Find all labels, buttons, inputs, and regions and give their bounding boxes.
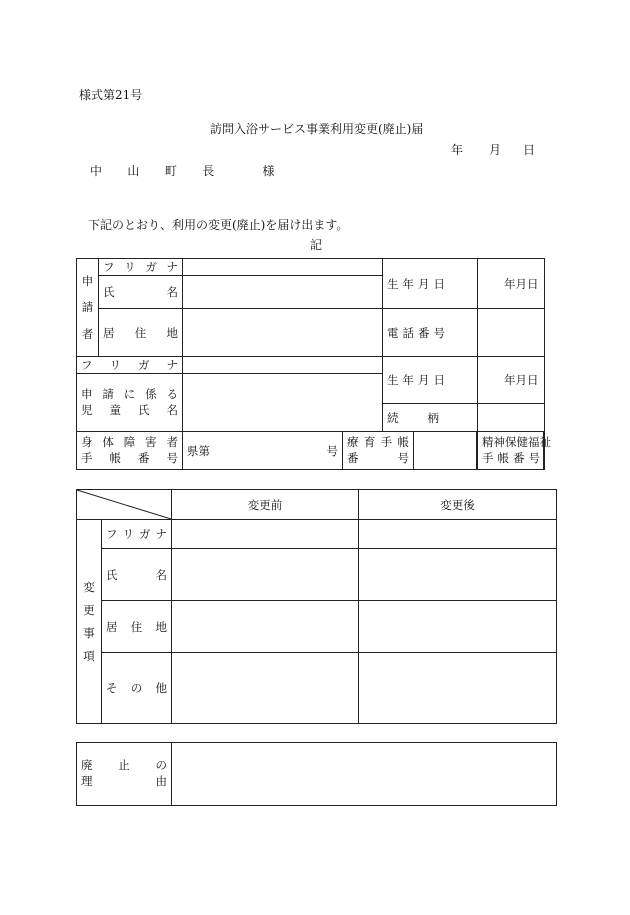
change-header-diagonal bbox=[77, 490, 172, 520]
applicant-phone-label: 電 話 番 号 bbox=[383, 309, 478, 357]
change-furigana-label: フ リ ガ ナ bbox=[102, 520, 172, 549]
addressee: 中 山 町 長 様 bbox=[90, 164, 286, 178]
abolish-table bbox=[76, 742, 557, 806]
date-year: 年 bbox=[451, 143, 464, 157]
applicant-furigana-field[interactable] bbox=[183, 259, 383, 276]
rehab-notebook-field[interactable] bbox=[414, 432, 478, 470]
physical-disability-number-field[interactable]: 県第 号 bbox=[183, 432, 343, 470]
abolish-reason-label: 廃 止 の 理 由 bbox=[77, 743, 172, 806]
child-furigana-field[interactable] bbox=[183, 357, 383, 374]
submission-date bbox=[451, 141, 535, 158]
mental-health-number-field[interactable] bbox=[477, 432, 544, 470]
change-name-before[interactable] bbox=[172, 549, 359, 601]
child-birthdate-field[interactable]: 年 月 日 bbox=[478, 357, 545, 404]
change-address-after[interactable] bbox=[359, 601, 557, 653]
applicant-group-label: 申 請 者 bbox=[77, 259, 99, 357]
ki-heading: 記 bbox=[310, 238, 323, 252]
relation-label: 続 柄 bbox=[383, 404, 478, 432]
change-other-after[interactable] bbox=[359, 653, 557, 724]
child-furigana-label: フ リ ガ ナ bbox=[77, 357, 183, 374]
applicant-birthdate-label: 生 年 月 日 bbox=[383, 259, 478, 309]
diagonal-line-icon bbox=[77, 490, 171, 519]
mental-health-label: 精 神 保 健 福 祉 手 帳 番 号 bbox=[478, 432, 545, 470]
change-items-group-label: 変 更 事 項 bbox=[77, 520, 102, 724]
physical-disability-label: 身 体 障 害 者 手 帳 番 号 bbox=[77, 432, 183, 470]
change-table bbox=[76, 489, 557, 724]
child-birthdate-label: 生 年 月 日 bbox=[383, 357, 478, 404]
change-furigana-after[interactable] bbox=[359, 520, 557, 549]
relation-field[interactable] bbox=[478, 404, 545, 432]
after-column-header: 変更後 bbox=[359, 490, 557, 520]
change-name-after[interactable] bbox=[359, 549, 557, 601]
before-column-header: 変更前 bbox=[172, 490, 359, 520]
child-name-label: 申 請 に 係 る 児 童 氏 名 bbox=[77, 374, 183, 432]
form-number: 様式第21号 bbox=[79, 88, 143, 102]
applicant-phone-field[interactable] bbox=[478, 309, 545, 357]
change-address-label: 居 住 地 bbox=[102, 601, 172, 653]
intro-text: 下記のとおり、利用の変更(廃止)を届け出ます。 bbox=[88, 218, 349, 232]
change-furigana-before[interactable] bbox=[172, 520, 359, 549]
applicant-name-label: 氏 名 bbox=[99, 276, 183, 309]
date-month: 月 bbox=[489, 143, 502, 157]
mental-health-field-table bbox=[476, 431, 544, 470]
change-name-label: 氏 名 bbox=[102, 549, 172, 601]
applicant-table bbox=[76, 258, 551, 470]
applicant-address-field[interactable] bbox=[183, 309, 383, 357]
child-name-field[interactable] bbox=[183, 374, 383, 432]
rehab-notebook-label: 療 育 手 帳 番 号 bbox=[343, 432, 414, 470]
change-address-before[interactable] bbox=[172, 601, 359, 653]
applicant-furigana-label: フ リ ガ ナ bbox=[99, 259, 183, 276]
change-other-label: そ の 他 bbox=[102, 653, 172, 724]
form-title: 訪問入浴サービス事業利用変更(廃止)届 bbox=[210, 122, 424, 136]
applicant-name-field[interactable] bbox=[183, 276, 383, 309]
applicant-address-label: 居 住 地 bbox=[99, 309, 183, 357]
date-day: 日 bbox=[523, 143, 536, 157]
abolish-reason-field[interactable] bbox=[172, 743, 557, 806]
applicant-birthdate-field[interactable]: 年 月 日 bbox=[478, 259, 545, 309]
change-other-before[interactable] bbox=[172, 653, 359, 724]
